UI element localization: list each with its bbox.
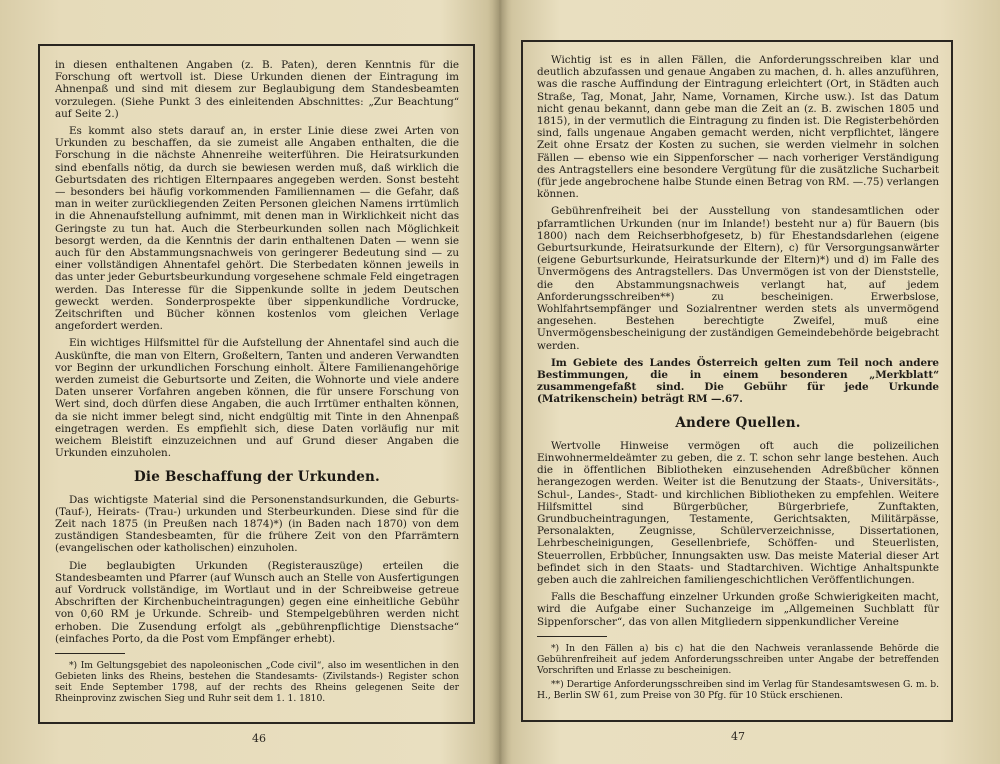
- left-heading: Die Beschaffung der Urkunden.: [134, 468, 380, 485]
- page-number-left: 46: [252, 732, 266, 745]
- right-paragraph-2: Gebührenfreiheit bei der Ausstellung von standesamtlichen oder pfarramtlichen Urkunden (nur im Inlande!) besteht nur a) für Bauern (bis 1800) nach dem Reichserbhofgesetz, b) für Ehestandsdarlehen (eigene Geburtsurkunde, Heiratsurkunde der Eltern), c) für Versorgungsanwärter (eigene Geburtsurkunde, Heiratsurkunde der Eltern)*) und d) im Falle des Unvermögens des Antragstellers. Das Unvermögen ist von der Dienststelle, die den Abstammungsnachweis verlangt hat, auf jedem Anforderungsschreiben**) zu bescheinigen. Erwerbslose, Wohlfahrtsempfänger und Sozialrentner werden stets als unvermögend angesehen. Bestehen berechtigte Zweifel, muß eine Unvermögensbescheinigung der zuständigen Gemeindebehörde beigebracht werden.: [537, 205, 940, 352]
- left-paragraph-5: Die beglaubigten Urkunden (Registerauszüge) erteilen die Standesbeamten und Pfarrer (auf Wunsch auch an Stelle von Ausfertigungen auf Vordruck vollständige, im Wortlaut und in der Schreibweise getreue Abschriften der Kirchenbucheintragungen) gegen eine einheitliche Gebühr von 0,60 RM je Urkunde. Schreib- und Stempelgebühren werden nicht erhoben. Die Zusendung erfolgt als „gebührenpflichtige Dienstsache“ (einfaches Porto, da die Post vom Empfänger erhebt).: [55, 559, 459, 645]
- right-footnote-2: **) Derartige Anforderungsschreiben sind im Verlag für Standesamtswesen G. m. b. H., Berlin SW 61, zum Preise von 30 Pfg. für 10 Stück erschienen.: [537, 678, 939, 701]
- book-gutter: [488, 0, 512, 764]
- left-page: [0, 0, 497, 764]
- left-paragraph-4: Das wichtigste Material sind die Personenstandsurkunden, die Geburts- (Tauf-), Heirats- (Trau-) urkunden und Sterbeurkunden. Diese sind für die Zeit nach 1875 (in Preußen nach 1874)*) (in Baden nach 1870) von dem zuständigen Standesbeamten, für die frühere Zeit von den Pfarrämtern (evangelischen oder katholischen) einzuholen.: [55, 493, 459, 555]
- right-paragraph-3: Wertvolle Hinweise vermögen oft auch die polizeilichen Einwohnermeldeämter zu geben, die z. T. schon sehr lange bestehen. Auch die in öffentlichen Bibliotheken einzusehenden Adreßbücher können herangezogen werden. Weiter ist die Benutzung der Staats-, Universitäts-, Schul-, Landes-, Stadt- und kirchlichen Bibliotheken zu empfehlen. Weitere Hilfsmittel sind Bürgerbücher, Bürgerbriefe, Zunftakten, Grundbucheintragungen, Testamente, Gerichtsakten, Militärpässe, Personalakten, Zeugnisse, Schülerverzeichnisse, Dissertationen, Lehrbescheinigungen, Gesellenbriefe, Schöffen- und Steuerlisten, Steuerrollen, Erbbücher, Innungsakten usw. Das meiste Material dieser Art befindet sich in den Staats- und Stadtarchiven. Wichtige Anhaltspunkte geben auch die zahlreichen familiengeschichtlichen Veröffentlichungen.: [537, 439, 939, 586]
- left-paragraph-1: in diesen enthaltenen Angaben (z. B. Paten), deren Kenntnis für die Forschung oft wertvoll ist. Diese Urkunden dienen der Eintragung im Ahnenpaß und sind mit diesem zur Beglaubigung dem Standesbeamten vorzulegen. (Siehe Punkt 3 des einleitenden Abschnittes: „Zur Beachtung“ auf Seite 2.): [55, 59, 459, 120]
- page-number-right: 47: [731, 730, 745, 743]
- right-footnote-1: *) In den Fällen a) bis c) hat die den Nachweis veranlassende Behörde die Gebührenfreiheit auf jedem Anforderungsschreiben unter Angabe der betreffenden Vorschriften und Erlasse zu bescheinigen.: [537, 642, 939, 676]
- left-page-frame: [38, 44, 475, 724]
- left-footnote: *) Im Geltungsgebiet des napoleonischen „Code civil“, also im wesentlichen in den Gebieten links des Rheins, bestehen die Standesamts- (Zivilstands-) Register schon seit Ende September 1798, auf der rechts des Rheins gelegenen Seite der Rheinprovinz zwischen Sieg und Ruhr seit dem 1. 1. 1810.: [55, 659, 459, 704]
- footnote-divider: [537, 636, 607, 637]
- right-paragraph-1: Wichtig ist es in allen Fällen, die Anforderungsschreiben klar und deutlich abzufassen und genaue Angaben zu machen, d. h. alles anzuführen, was die rasche Auffindung der Eintragung erleichtert (Ort, in Städten auch Straße, Tag, Monat, Jahr, Name, Vornamen, Kirche usw.). Ist das Datum nicht genau bekannt, dann gebe man die Zeit an (z. B. zwischen 1805 und 1815), in der vermutlich die Eintragung zu finden ist. Die Registerbehörden sind, falls ungenaue Angaben gemacht werden, nicht verpflichtet, längere Zeit ohne Ersatz der Kosten zu suchen, sie werden vielmehr in solchen Fällen — ebenso wie ein Sippenforscher — nach vorheriger Verständigung des Antragstellers eine besondere Vergütung für die zusätzliche Sucharbeit (für jede angebrochene halbe Stunde einen Betrag von RM. —.75) verlangen können.: [537, 54, 939, 201]
- right-page: [503, 0, 1000, 764]
- right-bold-paragraph: Im Gebiete des Landes Österreich gelten zum Teil noch andere Bestimmungen, die in einem besonderen „Merkblatt“ zusammengefaßt sind. Die Gebühr für jede Urkunde (Matrikenschein) beträgt RM —.67.: [537, 356, 939, 406]
- footnote-divider: [55, 653, 125, 654]
- left-paragraph-3: Ein wichtiges Hilfsmittel für die Aufstellung der Ahnentafel sind auch die Auskünfte, die man von Eltern, Großeltern, Tanten und anderen Verwandten vor Beginn der urkundlichen Forschung einholt. Ältere Familienangehörige werden zumeist die Geburtsorte und Zeiten, die Wohnorte und viele andere Daten unserer Vorfahren angeben können, die für unsere Forschung von Wert sind, doch dürfen diese Angaben, die auch Irrtümer enthalten können, da sie nicht immer belegt sind, nicht endgültig mit Tinte in den Ahnenpaß eingetragen werden. Es empfiehlt sich, diese Daten vorläufig nur mit weichem Bleistift einzuzeichnen und auf Grund dieser Angaben die Urkunden einzuholen.: [55, 337, 459, 460]
- right-paragraph-4: Falls die Beschaffung einzelner Urkunden große Schwierigkeiten macht, wird die Aufgabe einer Suchanzeige im „Allgemeinen Suchblatt für Sippenforscher“, das von allen Mitgliedern sippenkundlicher Vereine: [537, 591, 939, 628]
- left-paragraph-2: Es kommt also stets darauf an, in erster Linie diese zwei Arten von Urkunden zu beschaffen, da sie zumeist alle Angaben enthalten, die die Forschung in die nächste Ahnenreihe weiterführen. Die Heiratsurkunden sind ebenfalls nötig, da durch sie bewiesen werden muß, daß wirklich die Geburtsdaten des richtigen Elternpaares angegeben werden. Sonst besteht — besonders bei häufig vorkommenden Familiennamen — die Gefahr, daß man in weiter zurückliegenden Zeiten Personen gleichen Namens irrtümlich in die Ahnenaufstellung aufnimmt, mit denen man in Wirklichkeit nicht das Geringste zu tun hat. Auch die Sterbeurkunden sollen nach Möglichkeit besorgt werden, da die Kenntnis der darin enthaltenen Daten — wenn sie auch für den Abstammungsnachweis von geringerer Bedeutung sind — zu einer vollständigen Ahnentafel gehört. Die Sterbedaten können jeweils in das unter jeder Geburtsbeurkundung vorgesehene schmale Feld eingetragen werden. Das Interesse für die Sippenkunde sollte in jedem Deutschen geweckt werden. Sonderprospekte über sippenkundliche Vordrucke, Zeitschriften und Bücher können kostenlos vom gleichen Verlage angefordert werden.: [55, 125, 459, 333]
- right-heading: Andere Quellen.: [675, 414, 801, 431]
- right-page-frame: [521, 40, 953, 722]
